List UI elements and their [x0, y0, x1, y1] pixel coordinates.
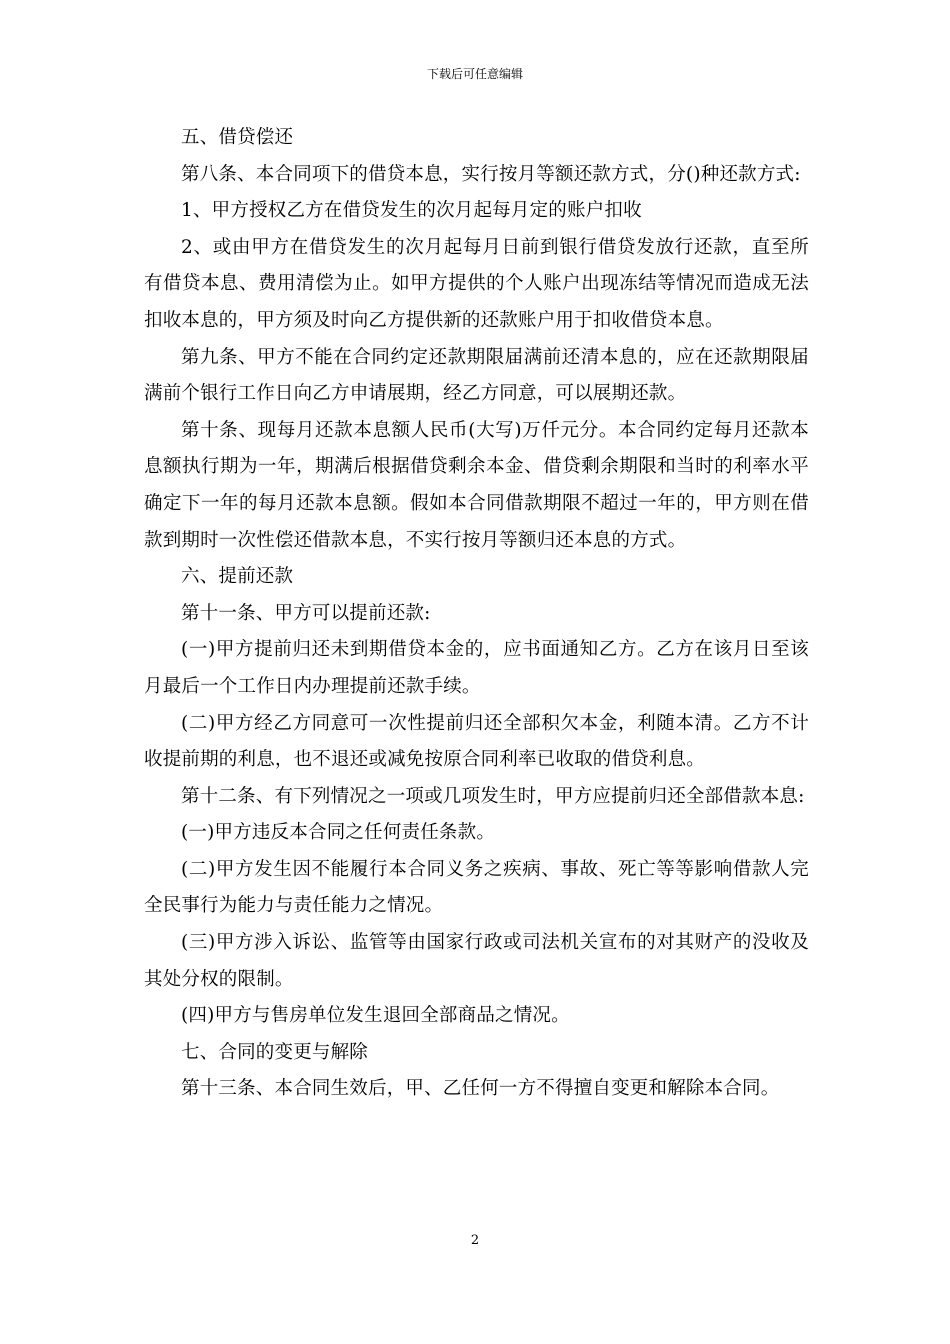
section-heading-early-repayment: 六、提前还款 [181, 566, 294, 588]
page-header: 下载后可任意编辑 [426, 67, 523, 81]
section-heading-modification: 七、合同的变更与解除 [181, 1041, 369, 1063]
article-8: 第八条、本合同项下的借贷本息，实行按月等额还款方式，分()种还款方式: [181, 163, 801, 185]
article-12-item-4: (四)甲方与售房单位发生退回全部商品之情况。 [181, 1005, 570, 1027]
article-11: 第十一条、甲方可以提前还款: [181, 602, 431, 624]
article-10: 第十条、现每月还款本息额人民币(大写)万仟元分。本合同约定每月还款本息额执行期为一年，期满后根据借贷剩余本金、借贷剩余期限和当时的利率水平确定下一年的每月还款本息额。假如本合同借款期限不超过一年的，甲方则在借款到期时一次性偿还借款本息，不实行按月等额归还本息的方式。 [144, 419, 809, 551]
article-9: 第九条、甲方不能在合同约定还款期限届满前还清本息的，应在还款期限届满前个银行工作日向乙方申请展期，经乙方同意，可以展期还款。 [144, 346, 809, 405]
page-number: 2 [470, 1233, 480, 1248]
article-11-item-2: (二)甲方经乙方同意可一次性提前归还全部积欠本金，利随本清。乙方不计收提前期的利息，也不退还或减免按原合同利率已收取的借贷利息。 [144, 712, 809, 771]
article-8-option-1: 1、甲方授权乙方在借贷发生的次月起每月定的账户扣收 [181, 200, 642, 222]
article-11-item-1: (一)甲方提前归还未到期借贷本金的，应书面通知乙方。乙方在该月日至该月最后一个工作日内办理提前还款手续。 [144, 639, 809, 697]
article-8-option-2: 2、或由甲方在借贷发生的次月起每月日前到银行借贷发放行还款，直至所有借贷本息、费用清偿为止。如甲方提供的个人账户出现冻结等情况而造成无法扣收本息的，甲方须及时向乙方提供新的还款账户用于扣收借贷本息。 [144, 236, 809, 331]
document-body [144, 120, 809, 1108]
article-12: 第十二条、有下列情况之一项或几项发生时，甲方应提前归还全部借款本息: [181, 785, 805, 807]
article-12-item-2: (二)甲方发生因不能履行本合同义务之疾病、事故、死亡等等影响借款人完全民事行为能力与责任能力之情况。 [144, 858, 809, 917]
article-12-item-1: (一)甲方违反本合同之任何责任条款。 [181, 822, 496, 844]
section-heading-repayment: 五、借贷偿还 [181, 127, 294, 148]
article-12-item-3: (三)甲方涉入诉讼、监管等由国家行政或司法机关宣布的对其财产的没收及其处分权的限制。 [144, 932, 809, 990]
article-13: 第十三条、本合同生效后，甲、乙任何一方不得擅自变更和解除本合同。 [181, 1078, 780, 1100]
